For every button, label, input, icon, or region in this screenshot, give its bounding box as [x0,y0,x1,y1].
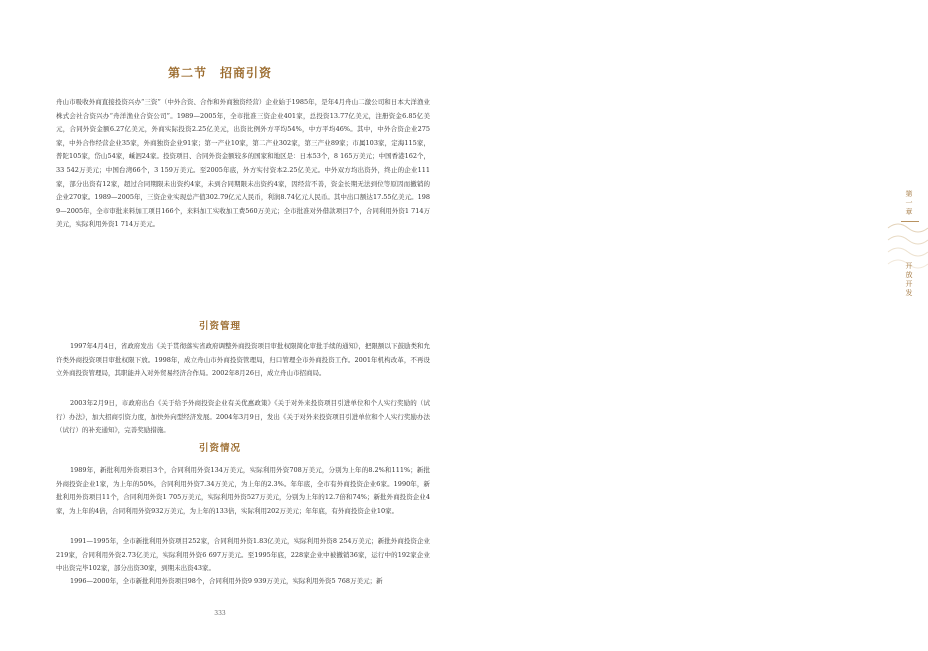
management-paragraph-1: 1997年4月4日，省政府发出《关于贯彻落实省政府调整外商投资项目审批权限简化审批手续的通知》，把限额以下鼓励类和允许类外商投资项目审批权限下放。1998年，成立舟山市外商投资管理局，归口管理全市外商投资工作。2001年机构改革，不再设立外商投资管理局，其职能并入对外贸易经济合作局。2002年8月26日，成立舟山市招商局。 [56,342,430,378]
section-heading-situation: 引资情况 [198,443,241,454]
page-title: 第二节 招商引资 [167,66,272,80]
management-paragraph-2: 2003年2月9日，市政府出台《关于给予外商投资企业有关优惠政策》《关于对外来投资项目引进单位和个人实行奖励的（试行）办法》，加大招商引资力度，加快外向型经济发展。2004年3月9日，发出《关于对外来投资项目引进单位和个人实行奖励办法（试行）的补充通知》，完善奖励措施。 [56,399,430,435]
situation-paragraph-1: 1989年，新批利用外资项目3个，合同利用外资134万美元，实际利用外资708万美元，分别为上年的8.2%和111%；新批外商投资企业1家，为上年的50%，合同利用外资7.34万美元，为上年的2.3%。年年底，全市有外商投资企业6家。1990年，新批利用外资项目11个，合同利用外资1 705万美元，实际利用外资527万美元，分别为上年的12.7倍和74%；新批外商投资企业4家，为上年的4倍，合同利用外资932万美元，为上年的133倍，实际利用202万美元；年年底，有外商投资企业10家。 [56,466,430,515]
situation-paragraph-2: 1991—1995年，全市新批利用外资项目252家，合同利用外资1.83亿美元，实际利用外资8 254万美元；新批外商投资企业219家，合同利用外资2.73亿美元，实际利用外资6 697万美元。至1995年底，228家企业中被撤销36家，运行中的192家企业中出资完毕102家，部分出资30家，到期未出资43家。 [56,537,430,573]
section-heading-management: 引资管理 [198,321,241,332]
chapter-side-tab [448,0,913,651]
section-side-label: 开放开发 [905,262,913,297]
chapter-label: 第一章 [905,190,913,216]
intro-paragraph: 舟山市吸收外商直接投资兴办“三资”（中外合资、合作和外商独资经营）企业始于1985年，是年4月舟山二激公司和日本大洋渔业株式会社合资兴办“舟洋渔业合资公司”。1989—2005年，全市批准三资企业401家，总投资13.77亿美元，注册资金6.85亿美元，合同外资金额6.27亿美元，外商实际投资2.25亿美元，出资比例外方平均54%，中方平均46%。其中，中外合资企业275家，中外合作经营企业35家，外商独资企业91家；第一产业10家，第二产业302家，第三产业89家；市属103家，定海115家，普陀105家，岱山54家，嵊泗24家。投资项目、合同外资金额较多的国家和地区是：日本53个，8 165万美元；中国香港162个，33 542万美元；中国台湾66个，3 159万美元。至2005年底，外方实付资本2.25亿美元。中外双方均出资外，终止的企业111家，部分出资有12家，超过合同期限未出资约4家，未到合同期限未出资约4家，因经营不善，资金长期无法到位等原因而撤销的企业270家。1989—2005年，三资企业实现总产值302.79亿元人民币，利润8.74亿元人民币。其中出口额达17.55亿美元。1989—2005年，全市审批来料加工项目166个，来料加工实收加工费560万美元；全市批准对外借款项目7个，合同利用外资1 714万美元，实际利用外资1 714万美元。 [56,98,430,229]
situation-paragraph-3: 1996—2000年，全市新批利用外资项目98个，合同利用外资9 939万美元，实际利用外资5 768万美元；新 [70,577,383,585]
page-number: 333 [214,610,226,617]
